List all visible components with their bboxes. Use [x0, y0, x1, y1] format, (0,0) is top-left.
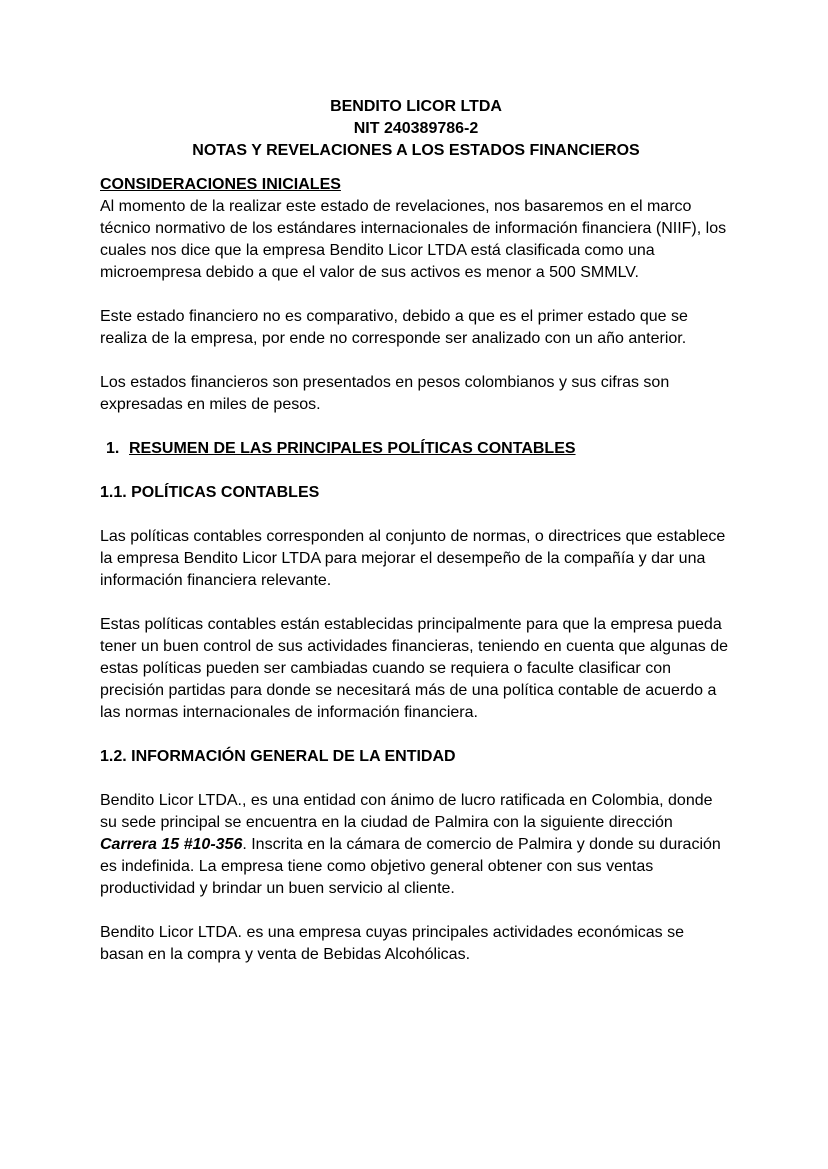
company-nit: NIT 240389786-2: [353, 120, 479, 137]
consideraciones-paragraph-3: Los estados financieros son presentados en pesos colombianos y sus cifras son expresadas en miles de pesos.: [100, 374, 670, 413]
consideraciones-paragraph-2: Este estado financiero no es comparativo, debido a que es el primer estado que se realiza de la empresa, por ende no corresponde ser analizado con un año anterior.: [100, 308, 688, 347]
paragraph-text-before-address: Bendito Licor LTDA., es una entidad con ánimo de lucro ratificada en Colombia, donde su sede principal se encuentra en la ciudad de Palmira con la siguiente dirección: [100, 792, 713, 831]
section-1-2-paragraph-1: [100, 790, 732, 900]
section-1-heading: [100, 438, 732, 460]
document-body: [100, 96, 732, 966]
section-1-number: 1.: [106, 440, 120, 457]
section-1-2-paragraph-2: Bendito Licor LTDA. es una empresa cuyas principales actividades económicas se basan en la compra y venta de Bebidas Alcohólicas.: [100, 924, 684, 963]
document-header: [100, 96, 732, 162]
section-1-title: RESUMEN DE LAS PRINCIPALES POLÍTICAS CONTABLES: [129, 440, 576, 457]
section-1-2-title: 1.2. INFORMACIÓN GENERAL DE LA ENTIDAD: [100, 748, 456, 765]
section-1-1-title: 1.1. POLÍTICAS CONTABLES: [100, 484, 320, 501]
section-1-1-paragraph-2: Estas políticas contables están establecidas principalmente para que la empresa pueda tener un buen control de sus actividades financieras, teniendo en cuenta que algunas de estas políticas pueden ser cambiadas cuando se requiera o faculte clasificar con precisión partidas para donde se necesitará más de una política contable de acuerdo a las normas internacionales de información financiera.: [100, 616, 728, 721]
consideraciones-paragraph-1: Al momento de la realizar este estado de revelaciones, nos basaremos en el marco técnico normativo de los estándares internacionales de información financiera (NIIF), los cuales nos dice que la empresa Bendito Licor LTDA está clasificada como una microempresa debido a que el valor de sus activos es menor a 500 SMMLV.: [100, 198, 727, 281]
document-title: NOTAS Y REVELACIONES A LOS ESTADOS FINANCIEROS: [192, 142, 640, 159]
consideraciones-title: CONSIDERACIONES INICIALES: [100, 176, 341, 193]
paragraph-text-after-address: . Inscrita en la cámara de comercio de Palmira y donde su duración es indefinida. La empresa tiene como objetivo general obtener con sus ventas productividad y brindar un buen servicio al cliente.: [100, 836, 721, 897]
company-name: BENDITO LICOR LTDA: [330, 98, 502, 115]
company-address: Carrera 15 #10-356: [100, 836, 243, 853]
section-1-1-paragraph-1: Las políticas contables corresponden al conjunto de normas, o directrices que establece la empresa Bendito Licor LTDA para mejorar el desempeño de la compañía y dar una información financiera relevante.: [100, 528, 726, 589]
